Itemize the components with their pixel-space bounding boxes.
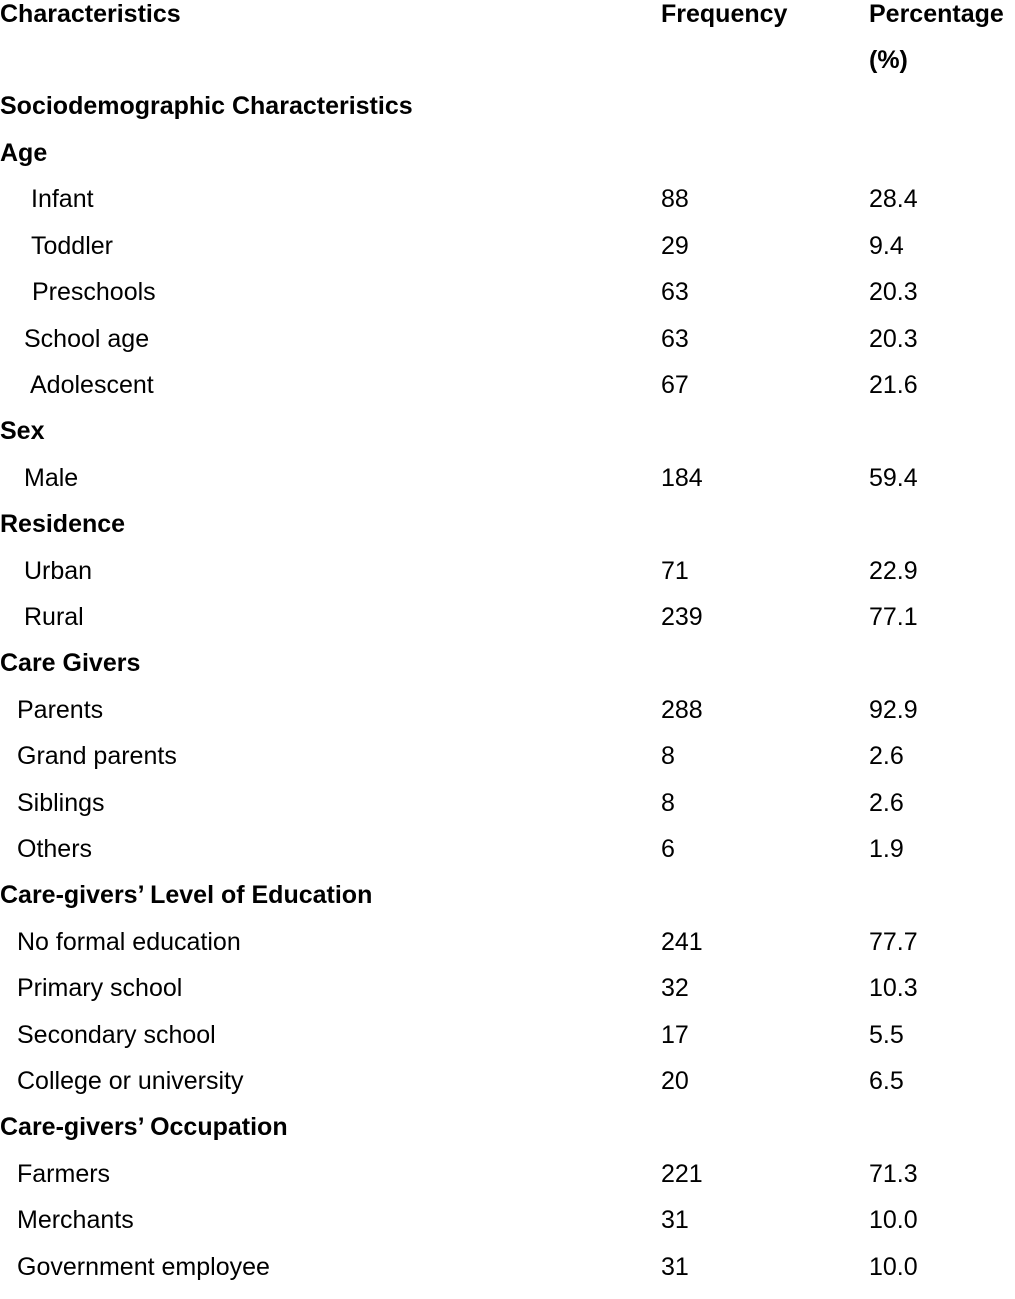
- section-title: Sociodemographic Characteristics: [0, 92, 413, 120]
- row-label: School age: [24, 324, 150, 353]
- row-label: Infant: [31, 185, 94, 214]
- table-row: [0, 557, 1015, 603]
- table-row: [0, 789, 1015, 835]
- row-label: Government employee: [17, 1252, 270, 1281]
- row-label: Urban: [24, 556, 93, 585]
- table-row: [0, 325, 1015, 371]
- row-frequency: 71: [661, 556, 689, 585]
- row-frequency: 6: [661, 835, 675, 863]
- header-frequency: Frequency: [661, 0, 788, 28]
- row-percentage: 28.4: [869, 185, 918, 214]
- row-percentage: 10.0: [869, 1252, 918, 1281]
- row-label: Rural: [24, 603, 84, 631]
- row-frequency: 20: [661, 1067, 689, 1095]
- row-frequency: 239: [661, 603, 703, 631]
- row-label: Merchants: [17, 1206, 134, 1235]
- row-frequency: 241: [661, 927, 703, 956]
- row-label: No formal education: [17, 927, 241, 956]
- table-row: [0, 1067, 1015, 1113]
- row-label: Grand parents: [17, 742, 177, 771]
- row-percentage: 5.5: [869, 1020, 904, 1049]
- row-frequency: 288: [661, 695, 703, 724]
- row-label: Others: [17, 835, 93, 863]
- row-percentage: 10.3: [869, 974, 918, 1003]
- group-heading: Care-givers’ Occupation: [0, 1113, 288, 1142]
- table-row: [0, 974, 1015, 1020]
- row-label: Siblings: [17, 788, 105, 817]
- group-heading-row: [0, 1113, 1015, 1159]
- row-frequency: 17: [661, 1020, 689, 1049]
- row-percentage: 6.5: [869, 1067, 904, 1095]
- group-heading-row: [0, 649, 1015, 695]
- row-frequency: 67: [661, 371, 689, 399]
- row-percentage: 77.7: [869, 927, 918, 956]
- table-header: [0, 0, 1015, 46]
- row-frequency: 31: [661, 1252, 689, 1281]
- table-row: [0, 1253, 1015, 1299]
- table-row: [0, 696, 1015, 742]
- row-frequency: 8: [661, 788, 675, 817]
- header-characteristics: Characteristics: [0, 0, 181, 28]
- table-row: [0, 1206, 1015, 1252]
- row-label: Secondary school: [17, 1020, 216, 1049]
- group-heading-row: [0, 139, 1015, 185]
- row-label: Male: [24, 463, 79, 492]
- row-frequency: 184: [661, 463, 703, 492]
- group-heading-row: [0, 417, 1015, 463]
- group-heading: Residence: [0, 510, 126, 539]
- row-frequency: 29: [661, 231, 689, 260]
- row-frequency: 88: [661, 185, 689, 214]
- group-heading: Care-givers’ Level of Education: [0, 881, 373, 910]
- header-percentage-unit: (%): [869, 46, 908, 74]
- table-row: [0, 464, 1015, 510]
- row-label: Farmers: [17, 1159, 111, 1188]
- row-frequency: 221: [661, 1159, 703, 1188]
- table-row: [0, 1160, 1015, 1206]
- row-percentage: 71.3: [869, 1159, 918, 1188]
- section-title-row: [0, 92, 1015, 138]
- table-row: [0, 232, 1015, 278]
- row-label: Parents: [17, 695, 104, 724]
- table-row: [0, 835, 1015, 881]
- group-heading-row: [0, 881, 1015, 927]
- table-row: [0, 603, 1015, 649]
- table-row: [0, 278, 1015, 324]
- row-label: Primary school: [17, 974, 183, 1003]
- row-label: Preschools: [32, 278, 156, 307]
- row-label: Toddler: [31, 231, 113, 260]
- row-label: Adolescent: [30, 371, 154, 399]
- group-heading: Age: [0, 139, 48, 167]
- row-frequency: 8: [661, 742, 675, 771]
- table-row: [0, 742, 1015, 788]
- row-percentage: 10.0: [869, 1206, 918, 1235]
- table-row: [0, 1021, 1015, 1067]
- row-percentage: 2.6: [869, 788, 904, 817]
- row-frequency: 31: [661, 1206, 689, 1235]
- table-row: [0, 185, 1015, 231]
- header-percentage: Percentage: [869, 0, 1004, 28]
- row-percentage: 9.4: [869, 231, 904, 260]
- group-heading-row: [0, 510, 1015, 556]
- table-row: [0, 928, 1015, 974]
- table-header-continued: [0, 46, 1015, 92]
- row-percentage: 20.3: [869, 324, 918, 353]
- row-percentage: 92.9: [869, 695, 918, 724]
- row-label: College or university: [17, 1067, 244, 1095]
- row-percentage: 22.9: [869, 556, 918, 585]
- row-percentage: 21.6: [869, 371, 918, 399]
- row-percentage: 59.4: [869, 463, 918, 492]
- row-percentage: 77.1: [869, 603, 918, 631]
- row-frequency: 63: [661, 278, 689, 307]
- group-heading: Care Givers: [0, 649, 141, 678]
- row-percentage: 1.9: [869, 835, 904, 863]
- row-frequency: 32: [661, 974, 689, 1003]
- row-percentage: 2.6: [869, 742, 904, 771]
- row-frequency: 63: [661, 324, 689, 353]
- row-percentage: 20.3: [869, 278, 918, 307]
- table-row: [0, 371, 1015, 417]
- group-heading: Sex: [0, 417, 45, 446]
